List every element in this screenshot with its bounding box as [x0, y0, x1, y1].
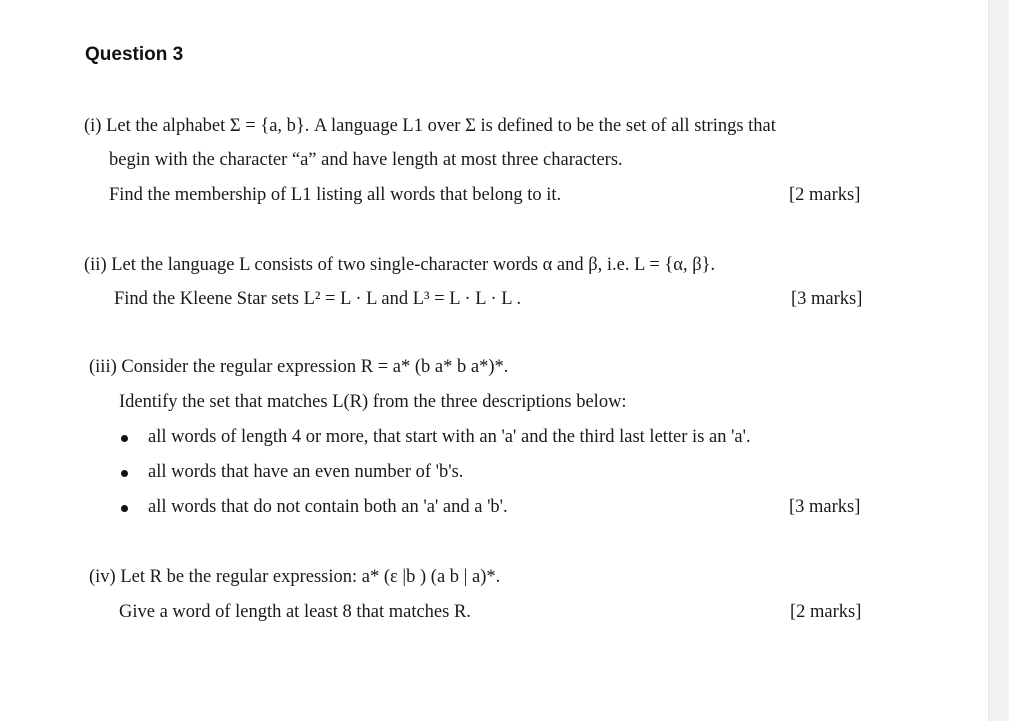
part-iii-option-1: all words of length 4 or more, that start with an 'a' and the third last letter is an 'a'. — [148, 427, 751, 447]
scrollbar-track[interactable] — [988, 0, 1009, 721]
part-iv-marks: [2 marks] — [790, 602, 862, 622]
part-iii-line-1: (iii) Consider the regular expression R = a* (b a* b a*)*. — [89, 357, 509, 377]
part-iv-line-2: Give a word of length at least 8 that matches R. — [119, 602, 471, 622]
part-i-marks: [2 marks] — [789, 185, 861, 205]
part-ii-line-2: Find the Kleene Star sets L² = L · L and L³ = L · L · L . — [114, 289, 522, 309]
question-title: Question 3 — [85, 44, 184, 65]
bullet-dot — [121, 435, 128, 442]
part-ii-marks: [3 marks] — [791, 289, 863, 309]
part-i-line-3: Find the membership of L1 listing all words that belong to it. — [109, 185, 562, 205]
part-iii-marks: [3 marks] — [789, 497, 861, 517]
part-iv-line-1: (iv) Let R be the regular expression: a* (ε |b ) (a b | a)*. — [89, 567, 501, 587]
bullet-dot — [121, 470, 128, 477]
part-iii-line-2: Identify the set that matches L(R) from the three descriptions below: — [119, 392, 627, 412]
bullet-dot — [121, 505, 128, 512]
part-i-line-2: begin with the character “a” and have length at most three characters. — [109, 150, 623, 170]
part-iii-option-2: all words that have an even number of 'b's. — [148, 462, 464, 482]
part-iii-option-3: all words that do not contain both an 'a' and a 'b'. — [148, 497, 508, 517]
part-i-line-1: (i) Let the alphabet Σ = {a, b}. A language L1 over Σ is defined to be the set of all strings that — [84, 116, 776, 136]
part-ii-line-1: (ii) Let the language L consists of two single-character words α and β, i.e. L = {α, β}. — [84, 255, 716, 275]
